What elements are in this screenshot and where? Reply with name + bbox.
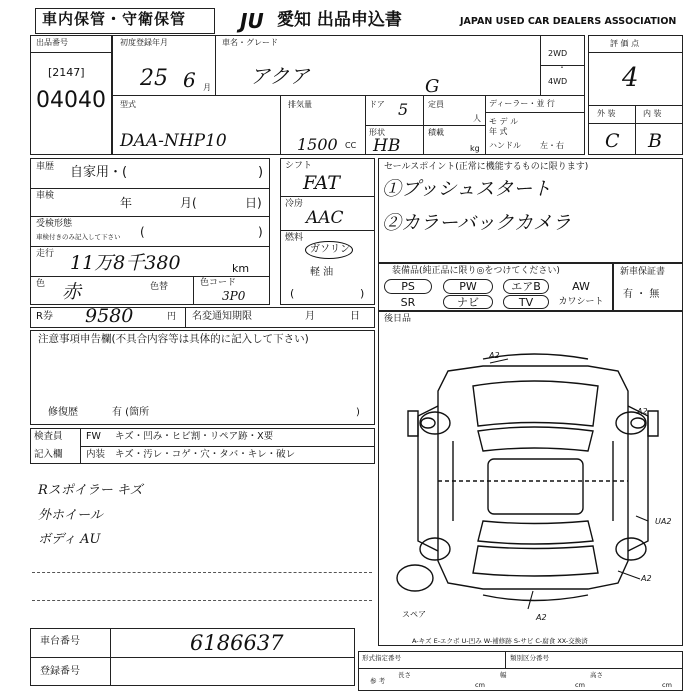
- equipment-aw: AW: [572, 280, 590, 293]
- chassis-label: 車台番号: [40, 636, 80, 647]
- history-close: ): [258, 165, 264, 180]
- equipment-label: 装備品(純正品に限り◎をつけてください): [392, 266, 560, 276]
- history-value: 自家用・(: [70, 165, 128, 180]
- damage-mark-rear: A2: [536, 613, 547, 622]
- score-label: 評 価 点: [610, 39, 640, 48]
- handle-label: ハンドル: [489, 141, 521, 150]
- year-label: 年 式: [489, 127, 508, 136]
- model-type: DAA-NHP10: [120, 131, 227, 151]
- fuel-label: 燃料: [285, 233, 304, 243]
- doors-label: ドア: [369, 100, 385, 109]
- capacity-label: 定員: [428, 100, 444, 109]
- load-label: 積載: [428, 128, 444, 137]
- model-type-label: 型式: [120, 100, 136, 109]
- notes-label: 注意事項申告欄(不具合内容等は具体的に記入して下さい): [38, 333, 309, 345]
- history-label: 車歴: [36, 162, 55, 172]
- model-name: アクア: [250, 64, 310, 88]
- equipment-sr: SR: [400, 296, 416, 309]
- drive-dot: ・: [558, 63, 566, 72]
- recycle-value: 9580: [85, 305, 134, 327]
- damage-mark-right-1: A2: [637, 407, 648, 416]
- fuel-gasoline: ガソリン: [310, 244, 350, 255]
- acceptance-label: 受検形態: [36, 219, 73, 229]
- equipment-ps: PS: [384, 279, 432, 294]
- load-unit: kg: [470, 144, 480, 153]
- equipment-pw: PW: [443, 279, 493, 294]
- length-unit: cm: [475, 681, 485, 689]
- lot-label: 出品番号: [36, 38, 68, 47]
- name-change-label: 名変通知期限: [192, 311, 252, 322]
- color-code: 3P0: [222, 289, 246, 303]
- inspector-row2: キズ・汚レ・コゲ・穴・タバ・キレ・破レ: [115, 449, 296, 460]
- model-year-label: モ デ ル: [489, 117, 519, 126]
- recycle-label: R券: [36, 311, 53, 322]
- name-change-day: 日: [350, 311, 360, 322]
- acceptance-open: (: [140, 225, 145, 239]
- interior-label: 内 装: [643, 109, 662, 118]
- registration-year: 25: [140, 66, 168, 91]
- damage-legend: A-キズ E-エクボ U-凹み W-補修跡 S-サビ C-腐食 XX-交換済: [412, 637, 588, 645]
- shift-value: FAT: [303, 172, 340, 194]
- registration-label: 初度登録年月: [120, 38, 168, 47]
- inspector-label-2: 記入欄: [34, 449, 63, 460]
- spare-label: スペア: [402, 610, 426, 619]
- equipment-tv: TV: [503, 295, 549, 309]
- color-change-label: 色替: [150, 282, 169, 292]
- inspection-day: 日): [245, 196, 262, 210]
- equipment-leather: カワシート: [558, 297, 604, 307]
- name-change-month: 月: [305, 311, 315, 322]
- capacity-unit: 人: [473, 114, 481, 123]
- drive-4wd: 4WD: [548, 77, 568, 86]
- rear-items-label: 後日品: [384, 314, 412, 324]
- fuel-diesel: 軽 油: [310, 267, 334, 278]
- acceptance-close: ): [258, 225, 263, 239]
- reference-label: 参 考: [370, 677, 386, 685]
- height-label: 高さ: [590, 671, 603, 679]
- engine-label: 排気量: [288, 100, 312, 109]
- height-unit: cm: [662, 681, 672, 689]
- inspection-label: 車検: [36, 191, 55, 201]
- sales-points-section: [378, 158, 683, 263]
- inspector-note-1: Rスポイラー キズ: [38, 483, 143, 498]
- length-label: 長さ: [398, 671, 411, 679]
- interior-score: B: [648, 130, 662, 152]
- cooling-label: 冷房: [285, 199, 304, 209]
- color-value: 赤: [62, 281, 82, 303]
- inspector-row1: キズ・凹み・ヒビ割・リペア跡・X要: [115, 431, 274, 442]
- damage-mark-rear-right: A2: [641, 574, 652, 583]
- acceptance-note: 車検付きのみ記入して下さい: [36, 233, 121, 241]
- inspector-row1-label: FW: [86, 431, 101, 442]
- cooling-value: AAC: [306, 208, 344, 228]
- lot-small-number: [2147]: [48, 66, 85, 79]
- storage-type: 車内保管・守衛保管: [42, 10, 187, 28]
- engine-value: 1500: [297, 135, 338, 154]
- width-unit: cm: [575, 681, 585, 689]
- mileage-unit: km: [232, 262, 250, 275]
- sales-point-2: ②カラーバックカメラ: [382, 212, 572, 234]
- width-label: 幅: [500, 671, 507, 679]
- chassis-number: 6186637: [190, 631, 284, 655]
- class-label: 類別区分番号: [510, 654, 549, 662]
- damage-mark-front: A2: [489, 351, 500, 360]
- inspector-note-3: ボディ AU: [38, 532, 101, 547]
- mileage-label: 走行: [36, 249, 55, 259]
- shape-label: 形状: [369, 128, 385, 137]
- damage-mark-right-2: UA2: [655, 517, 672, 526]
- inspection-month: 月(: [180, 196, 197, 210]
- repair-value: 有 (箇所: [112, 407, 150, 418]
- warranty-label: 新車保証書: [620, 267, 666, 277]
- handle-options: 左・右: [540, 141, 564, 150]
- registration-month-unit: 月: [203, 83, 211, 92]
- fuel-open: (: [290, 287, 295, 300]
- exterior-score: C: [605, 130, 620, 152]
- lot-number: 04040: [36, 88, 106, 113]
- score-value: 4: [622, 63, 639, 93]
- ju-logo: JU: [240, 9, 264, 33]
- car-damage-diagram: [378, 311, 683, 646]
- format-label: 形式指定番号: [362, 654, 401, 662]
- equipment-airbag: エアB: [503, 279, 549, 294]
- warranty-options: 有 ・ 無: [623, 289, 660, 300]
- engine-unit: CC: [345, 141, 357, 150]
- exterior-label: 外 装: [597, 109, 616, 118]
- sales-points-label: セールスポイント(正常に機能するものに限ります): [384, 162, 589, 172]
- fuel-close: ): [360, 287, 365, 300]
- inspector-row2-label: 内装: [86, 449, 106, 460]
- repair-label: 修復歴: [48, 407, 78, 418]
- inspector-note-2: 外ホイール: [38, 508, 103, 523]
- form-title: 愛知 出品申込書: [277, 10, 402, 30]
- registration-month: 6: [183, 68, 196, 92]
- sales-point-1: ①プッシュスタート: [382, 178, 552, 200]
- repair-close: ): [356, 407, 360, 418]
- shift-label: シフト: [285, 161, 313, 171]
- mileage-value: 11万8千380: [70, 252, 181, 274]
- inspection-year: 年: [120, 196, 133, 210]
- drive-2wd: 2WD: [548, 49, 568, 58]
- model-grade: G: [425, 76, 440, 97]
- color-code-label: 色コード: [200, 278, 237, 288]
- equipment-navi: ナビ: [443, 295, 493, 309]
- recycle-unit: 円: [167, 312, 177, 322]
- shape-value: HB: [373, 136, 401, 156]
- model-label: 車名・グレード: [222, 38, 278, 47]
- doors-value: 5: [398, 100, 409, 119]
- dealer-label: ディーラー・並 行: [489, 99, 555, 108]
- association-name: JAPAN USED CAR DEALERS ASSOCIATION: [460, 16, 677, 27]
- color-label: 色: [36, 279, 46, 289]
- inspector-label-1: 検査員: [34, 431, 63, 442]
- plate-label: 登録番号: [40, 666, 80, 677]
